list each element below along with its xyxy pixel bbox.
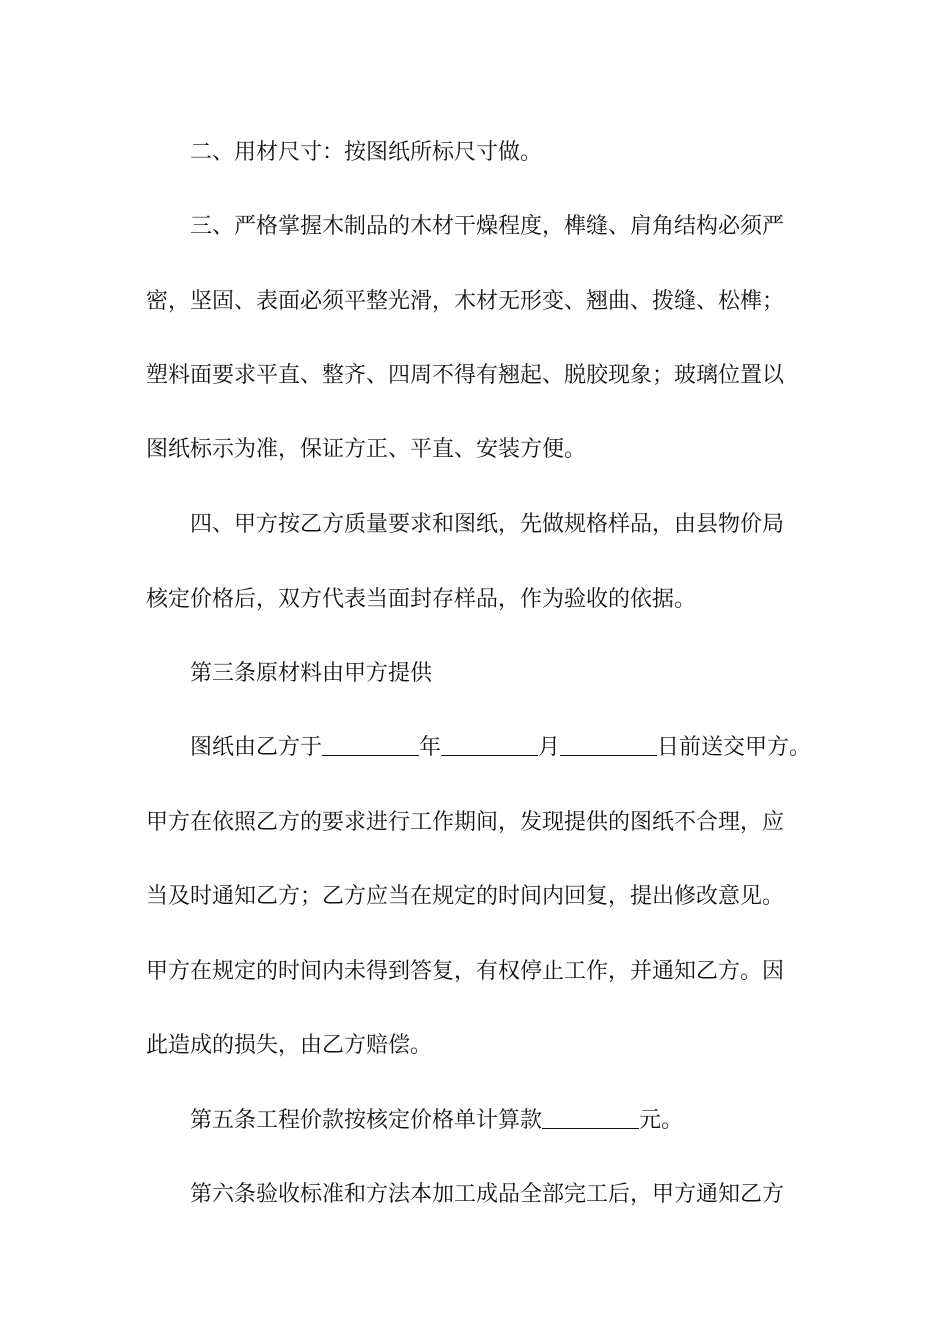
month-blank-field[interactable] <box>441 733 538 756</box>
amount-blank-field[interactable] <box>542 1106 639 1129</box>
clause-3-line-2: 密，坚固、表面必须平整光滑，木材无形变、翘曲、拨缝、松榫； <box>146 289 785 314</box>
text-segment: 第五条工程价款按核定价格单计算款 <box>190 1108 543 1133</box>
clause-3-line-4: 图纸标示为准，保证方正、平直、安装方便。 <box>146 437 587 462</box>
drawing-paragraph-line-2: 当及时通知乙方；乙方应当在规定的时间内回复，提出修改意见。 <box>146 884 785 909</box>
text-segment: 元。 <box>639 1108 684 1133</box>
article-3-heading: 第三条原材料由甲方提供 <box>190 661 433 686</box>
clause-3-line-3: 塑料面要求平直、整齐、四周不得有翘起、脱胶现象；玻璃位置以 <box>146 363 785 388</box>
article-5-line <box>190 1106 683 1136</box>
day-blank-field[interactable] <box>560 733 657 756</box>
clause-4-line-2: 核定价格后，双方代表当面封存样品，作为验收的依据。 <box>146 587 697 612</box>
clause-3-line-1: 三、严格掌握木制品的木材干燥程度，榫缝、肩角结构必须严 <box>190 214 785 239</box>
text-segment: 日前送交甲方。 <box>657 735 812 760</box>
drawing-paragraph-line-4: 此造成的损失，由乙方赔偿。 <box>146 1033 433 1058</box>
clause-2-line: 二、用材尺寸：按图纸所标尺寸做。 <box>190 140 543 165</box>
text-segment: 月 <box>538 735 561 760</box>
year-blank-field[interactable] <box>322 733 419 756</box>
text-segment: 年 <box>419 735 442 760</box>
drawing-paragraph-line-1: 甲方在依照乙方的要求进行工作期间，发现提供的图纸不合理，应 <box>146 810 785 835</box>
drawing-delivery-line <box>190 733 811 763</box>
article-6-line: 第六条验收标准和方法本加工成品全部完工后，甲方通知乙方 <box>190 1182 785 1207</box>
text-segment: 图纸由乙方于 <box>190 735 323 760</box>
clause-4-line-1: 四、甲方按乙方质量要求和图纸，先做规格样品，由县物价局 <box>190 512 785 537</box>
drawing-paragraph-line-3: 甲方在规定的时间内未得到答复，有权停止工作，并通知乙方。因 <box>146 959 785 984</box>
